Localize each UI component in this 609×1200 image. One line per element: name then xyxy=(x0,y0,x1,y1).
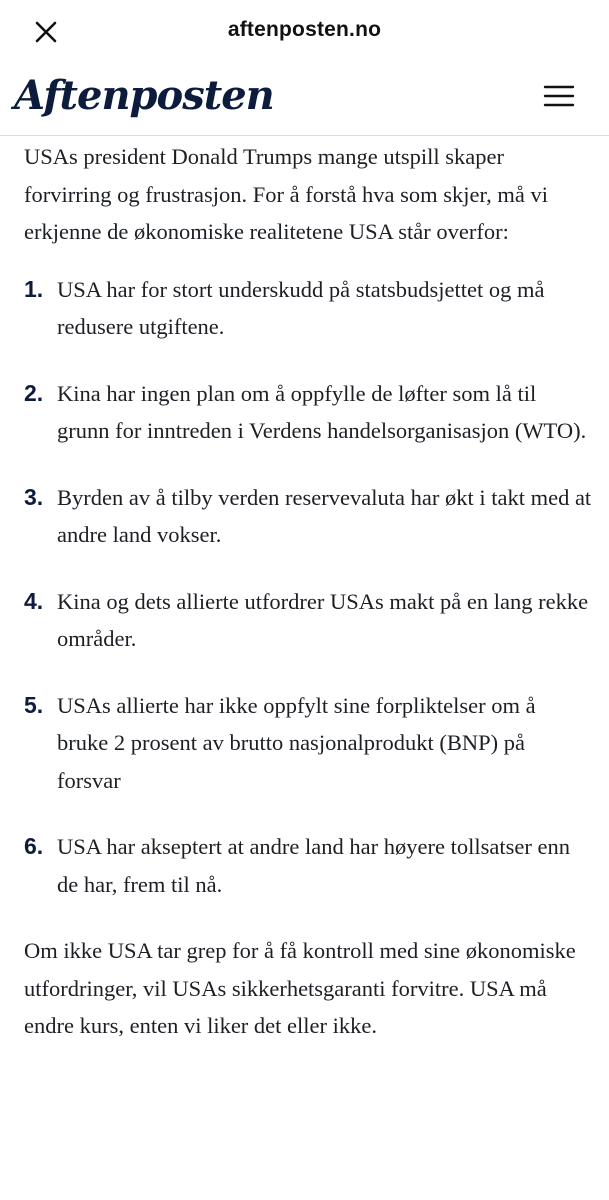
list-number: 3. xyxy=(24,483,44,510)
list-text: Kina har ingen plan om å oppfylle de løfter som lå til grunn for inntreden i Verdens handelsorganisasjon (WTO). xyxy=(57,380,587,443)
article-body xyxy=(24,138,592,1045)
list-number: 1. xyxy=(24,275,44,302)
numbered-list xyxy=(24,271,592,904)
site-header xyxy=(0,64,609,136)
list-text: Kina og dets allierte utfordrer USAs makt på en lang rekke områder. xyxy=(57,588,589,651)
list-text: USAs allierte har ikke oppfylt sine forpliktelser om å bruke 2 prosent av brutto nasjonalprodukt (BNP) på forsvar xyxy=(57,692,536,793)
list-item xyxy=(24,828,592,903)
list-item xyxy=(24,583,592,658)
browser-top-bar xyxy=(0,0,609,64)
list-item xyxy=(24,375,592,450)
list-number: 2. xyxy=(24,379,44,406)
list-item xyxy=(24,271,592,346)
article-intro: USAs president Donald Trumps mange utspill skaper forvirring og frustrasjon. For å forstå hva som skjer, må vi erkjenne de økonomiske realitetene USA står overfor: xyxy=(24,144,548,244)
list-item xyxy=(24,687,592,800)
article-closing: Om ikke USA tar grep for å få kontroll med sine økonomiske utfordringer, vil USAs sikkerhetsgaranti forvitre. USA må endre kurs, enten vi liker det eller ikke. xyxy=(24,938,576,1038)
list-text: USA har akseptert at andre land har høyere tollsatser enn de har, frem til nå. xyxy=(57,834,570,897)
list-item xyxy=(24,479,592,554)
list-number: 5. xyxy=(24,691,44,718)
list-number: 6. xyxy=(24,833,44,859)
hamburger-menu-icon xyxy=(543,83,575,109)
page-domain: aftenposten.no xyxy=(227,18,382,41)
menu-button[interactable] xyxy=(543,83,575,109)
list-text: USA har for stort underskudd på statsbudsjettet og må redusere utgiftene. xyxy=(57,276,545,339)
list-text: Byrden av å tilby verden reservevaluta har økt i takt med at andre land vokser. xyxy=(57,484,592,547)
site-logo[interactable]: Aftenposten xyxy=(14,72,274,119)
list-number: 4. xyxy=(24,587,44,614)
